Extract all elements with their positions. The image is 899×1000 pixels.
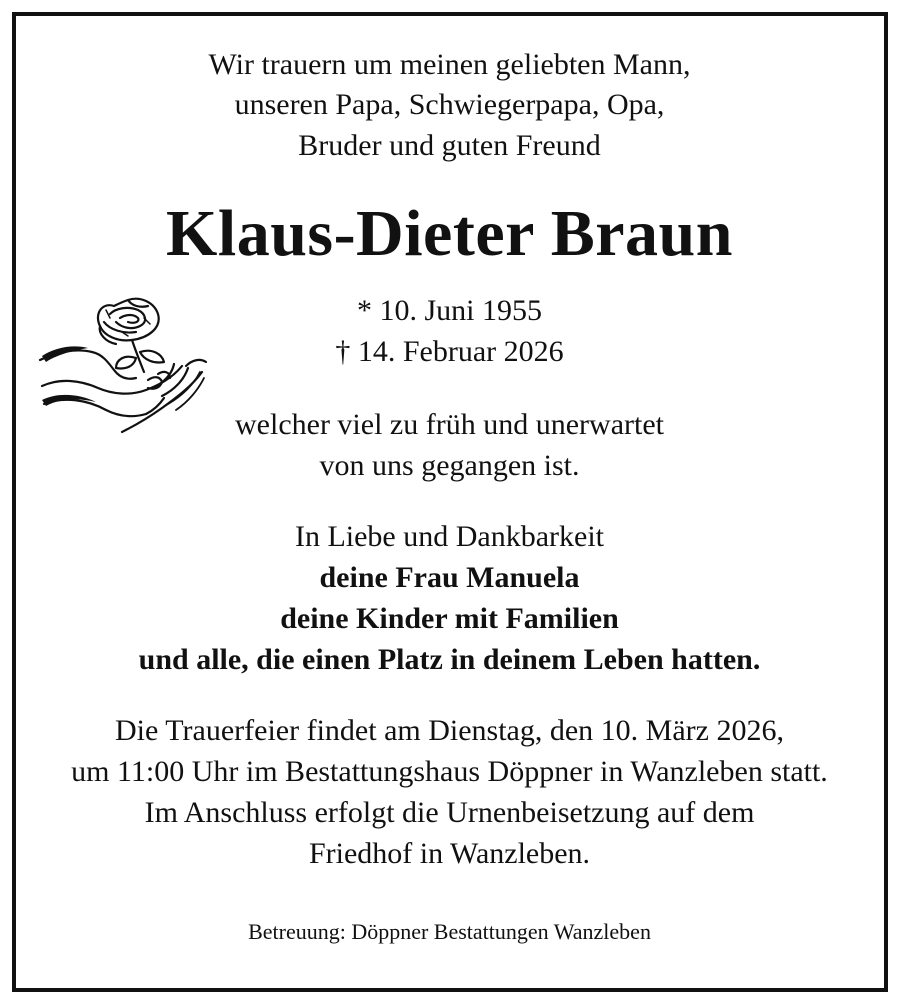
funeral-home-credit: Betreuung: Döppner Bestattungen Wanzleben (248, 919, 651, 944)
intro-line-2: unseren Papa, Schwiegerpapa, Opa, (234, 88, 665, 121)
service-line-4: Friedhof in Wanzleben. (308, 837, 591, 870)
birth-date: * 10. Juni 1955 (356, 294, 542, 327)
mourner-wife: deine Frau Manuela (319, 561, 580, 594)
service-line-1: Die Trauerfeier findet am Dienstag, den 10. März 2026, (115, 714, 784, 747)
death-date: † 14. Februar 2026 (335, 335, 564, 368)
mourners-intro: In Liebe und Dankbarkeit (294, 520, 605, 553)
service-line-2: um 11:00 Uhr im Bestattungshaus Döppner in Wanzleben statt. (71, 755, 828, 788)
mourner-children: deine Kinder mit Familien (280, 602, 619, 635)
mourner-others: und alle, die einen Platz in deinem Leben hatten. (138, 643, 761, 676)
message-line-2: von uns gegangen ist. (319, 449, 580, 482)
intro-line-1: Wir trauern um meinen geliebten Mann, (208, 48, 691, 81)
service-line-3: Im Anschluss erfolgt die Urnenbeisetzung auf dem (144, 796, 755, 829)
message-line-1: welcher viel zu früh und unerwartet (235, 408, 664, 441)
intro-line-3: Bruder und guten Freund (298, 129, 601, 162)
deceased-name: Klaus-Dieter Braun (166, 197, 733, 270)
